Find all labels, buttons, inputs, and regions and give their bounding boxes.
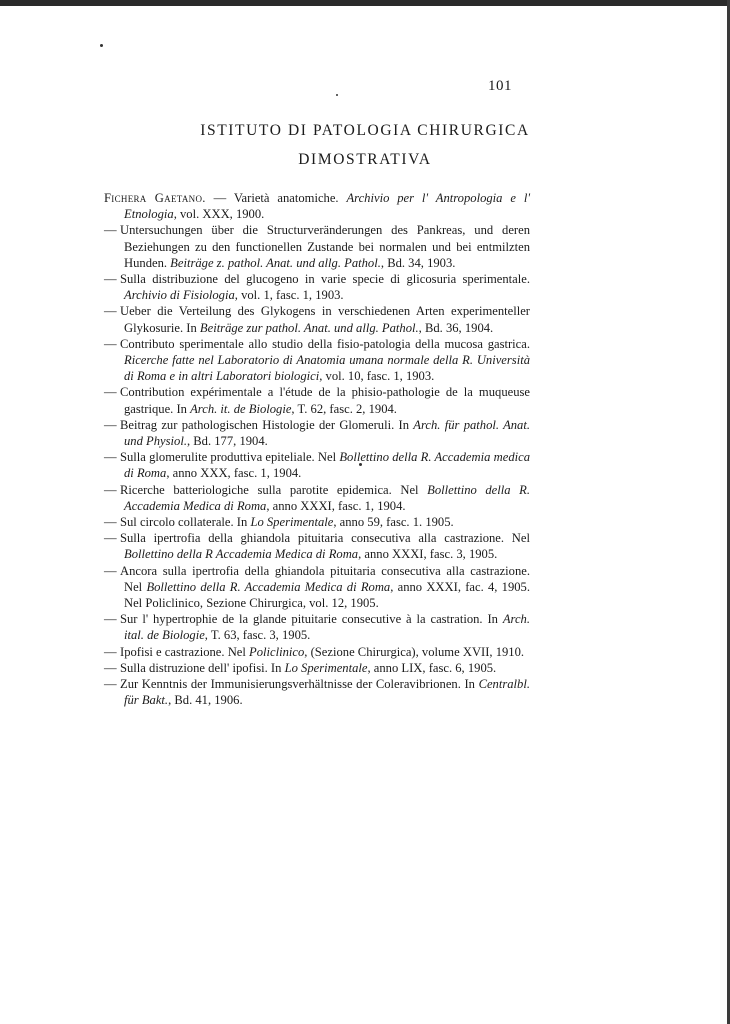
page-number: 101 <box>488 78 512 94</box>
entry-text: Ancora sulla ipertrofia della ghiandola pituitaria consecutiva alla castrazione. Nel <box>120 563 530 594</box>
entry-source: Arch. für pathol. Anat. und Physiol. <box>124 417 531 449</box>
entry-dash: — <box>104 563 117 578</box>
entry-source: Beiträge z. pathol. Anat. und allg. Pathol. <box>170 255 381 270</box>
entry-dash: — <box>104 272 117 287</box>
bibliography-entry <box>104 676 530 708</box>
scan-speck <box>100 44 103 47</box>
bibliography-entry <box>104 384 530 416</box>
entry-tail: , T. 63, fasc. 3, 1905. <box>204 628 311 643</box>
entry-tail: , (Sezione Chirurgica), volume XVII, 1910. <box>304 644 525 659</box>
entry-source: Policlinico <box>249 644 305 659</box>
entry-text: Varietà anatomiche. <box>233 191 347 205</box>
scan-speck <box>336 94 338 96</box>
entry-source: Bollettino della R. Accademia Medica di Roma <box>146 579 391 594</box>
entry-text: Ricerche batteriologiche sulla parotite epidemica. Nel <box>120 482 428 497</box>
entry-tail: , anno XXXI, fasc. 1, 1904. <box>266 498 406 513</box>
entry-source: Bollettino della R. Accademia medica di Roma <box>124 450 531 481</box>
entry-text: Sur l' hypertrophie de la glande pituitarie consecutive à la castration. In <box>120 612 503 627</box>
entry-text: Contributo sperimentale allo studio della fisio-patologia della mucosa gastrica. <box>120 336 530 351</box>
entry-text: Zur Kenntnis der Immunisierungsverhältnisse der Coleravibrionen. In <box>120 677 479 692</box>
entry-text: Sul circolo collaterale. In <box>120 515 251 530</box>
bibliography-entry <box>104 449 530 481</box>
bibliography-entry <box>104 271 530 303</box>
entry-tail: , Bd. 36, 1904. <box>418 320 494 335</box>
entry-tail: , anno XXX, fasc. 1, 1904. <box>166 466 302 481</box>
entry-tail: , vol. XXX, 1900. <box>173 207 265 222</box>
bibliography-entry <box>104 563 530 612</box>
entry-tail: , Bd. 41, 1906. <box>168 693 243 708</box>
entry-text: Untersuchungen über die Structurveränderungen des Pankreas, und deren Beziehungen zu den functionellen Zustande bei normalen und bei entmilzten Hunden. <box>120 223 530 270</box>
bibliography-entry <box>104 303 530 335</box>
entry-tail: , Bd. 34, 1903. <box>380 255 456 270</box>
entry-dash: — <box>104 336 117 351</box>
entry-dash: — <box>104 482 117 497</box>
entry-text: Sulla distribuzione del glucogeno in varie specie di glicosuria sperimentale. <box>120 272 530 287</box>
entry-dash: — <box>104 223 117 238</box>
entry-tail: , T. 62, fasc. 2, 1904. <box>291 401 397 416</box>
entry-tail: , vol. 1, fasc. 1, 1903. <box>234 288 344 303</box>
bibliography-entry <box>104 482 530 514</box>
bibliography-entry <box>104 417 530 449</box>
scan-top-edge <box>0 0 730 6</box>
entry-source: Bollettino della R. Accademia Medica di Roma <box>124 482 530 513</box>
entry-source: Lo Sperimentale <box>284 660 368 675</box>
entry-dash: — <box>104 304 117 319</box>
entry-dash: — <box>104 450 117 465</box>
entry-dash: — <box>104 417 117 432</box>
entry-tail: , anno 59, fasc. 1. 1905. <box>333 515 454 530</box>
bibliography-entry <box>104 611 530 643</box>
entry-text: Ipofisi e castrazione. Nel <box>120 644 250 659</box>
bibliography-list <box>104 190 530 709</box>
bibliography-entry <box>104 514 530 530</box>
bibliography-entry <box>104 222 530 271</box>
entry-source: Beiträge zur pathol. Anat. und allg. Pathol. <box>199 320 419 335</box>
bibliography-entry <box>104 530 530 562</box>
entry-dash: — <box>213 191 227 205</box>
entry-tail: , anno LIX, fasc. 6, 1905. <box>367 660 497 675</box>
entry-dash: — <box>104 531 117 546</box>
entry-dash: — <box>104 612 117 627</box>
bibliography-entry <box>104 660 530 676</box>
entry-source: Centralbl. für Bakt. <box>124 677 530 708</box>
entry-text: Ueber die Verteilung des Glykogens in verschiedenen Arten experimenteller Glykosurie. In <box>120 304 530 335</box>
author-name: Fichera Gaetano. <box>104 191 206 205</box>
bibliography-entry <box>104 336 530 385</box>
entry-tail: , Bd. 177, 1904. <box>186 434 268 449</box>
entry-source: Bollettino della R Accademia Medica di Roma <box>124 547 359 562</box>
entry-text: Sulla glomerulite produttiva epiteliale. Nel <box>120 450 340 465</box>
entry-dash: — <box>104 677 117 692</box>
entry-source: Archivio per l' Antropologia e l' Etnologia <box>124 191 531 222</box>
entry-text: Sulla ipertrofia della ghiandola pituitaria consecutiva alla castrazione. Nel <box>120 531 530 546</box>
entry-dash: — <box>104 660 117 675</box>
entry-tail: , anno XXXI, fasc. 3, 1905. <box>358 547 498 562</box>
entry-source: Arch. ital. de Biologie <box>124 612 530 643</box>
bibliography-entry <box>104 644 530 660</box>
entry-text: Sulla distruzione dell' ipofisi. In <box>120 660 285 675</box>
entry-text: Contribution expérimentale a l'étude de la phisio-pathologie de la muqueuse gastrique. In <box>120 385 530 416</box>
entry-text: Beitrag zur pathologischen Histologie der Glomeruli. In <box>120 417 414 432</box>
entry-tail: , anno XXXI, fac. 4, 1905. Nel Policlinico, Sezione Chirurgica, vol. 12, 1905. <box>124 579 530 611</box>
entry-dash: — <box>104 515 117 530</box>
entry-tail: , vol. 10, fasc. 1, 1903. <box>319 369 435 384</box>
entry-source: Lo Sperimentale <box>250 515 334 530</box>
section-title: ISTITUTO DI PATOLOGIA CHIRURGICA <box>200 122 530 139</box>
section-subtitle: DIMOSTRATIVA <box>298 151 432 168</box>
entry-source: Ricerche fatte nel Laboratorio di Anatomia umana normale della R. Università di Roma e in altri Laboratori biologici <box>124 353 530 384</box>
entry-source: Archivio di Fisiologia <box>124 288 235 303</box>
entry-source: Arch. it. de Biologie <box>190 401 292 416</box>
entry-dash: — <box>104 385 117 400</box>
bibliography-entry <box>104 190 530 222</box>
entry-dash: — <box>104 644 117 659</box>
